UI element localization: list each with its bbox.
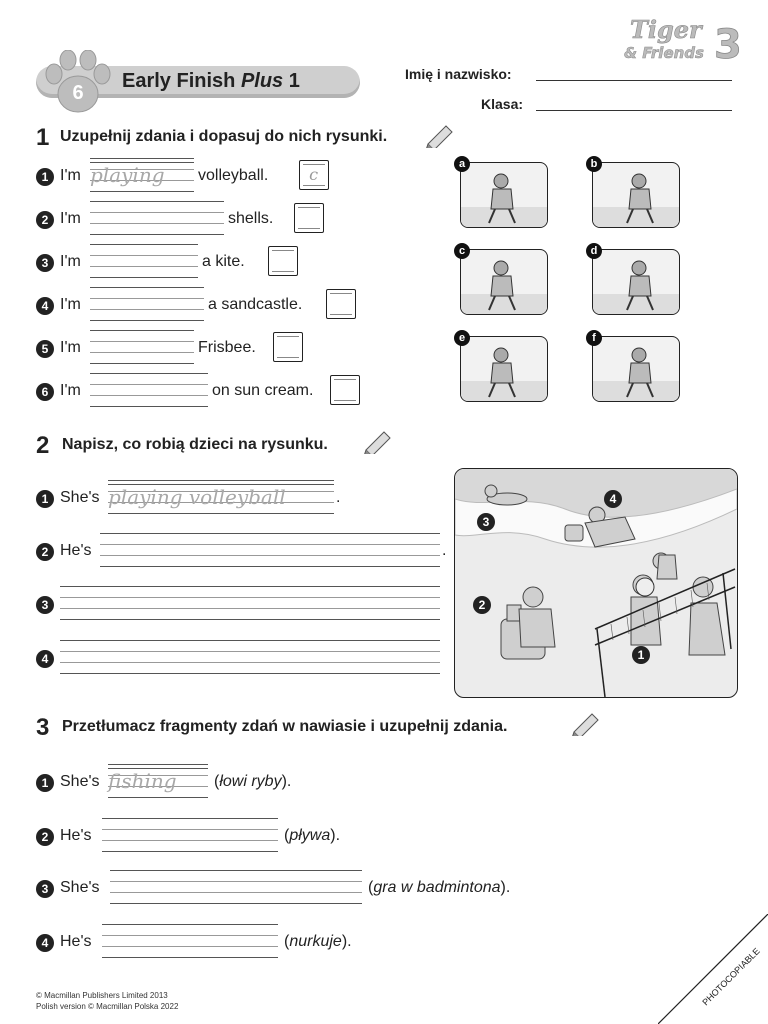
item-number: 4	[36, 650, 54, 668]
pencil-icon	[424, 124, 454, 148]
item-number: 3	[36, 596, 54, 614]
copyright-line-2: Polish version © Macmillan Polska 2022	[36, 1002, 179, 1011]
name-label: Imię i nazwisko:	[405, 66, 512, 82]
picture-letter-badge: b	[586, 156, 602, 172]
section-1-number: 1	[36, 124, 50, 151]
picture-marker: 1	[632, 646, 650, 664]
copyright-line-1: © Macmillan Publishers Limited 2013	[36, 991, 168, 1000]
item-number: 4	[36, 297, 54, 315]
hint-text: łowi ryby	[219, 773, 282, 790]
section-3-number: 3	[36, 714, 50, 741]
pencil-icon	[570, 712, 600, 736]
item-number: 1	[36, 774, 54, 792]
picture-e	[460, 336, 548, 402]
answer-line[interactable]	[90, 287, 204, 321]
picture-d	[592, 249, 680, 315]
sentence-end: a sandcastle.	[208, 296, 303, 313]
picture-letter-box[interactable]	[268, 246, 298, 276]
class-label: Klasa:	[481, 96, 524, 112]
sentence-start: She's	[60, 489, 100, 506]
sentence-end: Frisbee.	[198, 339, 256, 356]
svg-text:3: 3	[714, 22, 742, 68]
example-answer: playing volleyball	[108, 484, 334, 509]
svg-text:Tiger: Tiger	[630, 15, 702, 44]
picture-f	[592, 336, 680, 402]
photocopiable-corner	[658, 914, 768, 1024]
picture-letter-box[interactable]	[294, 203, 324, 233]
item-number: 1	[36, 490, 54, 508]
example-box-answer: c	[309, 165, 319, 184]
answer-line[interactable]	[90, 158, 194, 192]
item-number: 2	[36, 211, 54, 229]
answer-line[interactable]	[108, 764, 208, 798]
item-number: 5	[36, 340, 54, 358]
name-field[interactable]	[536, 80, 732, 81]
section-1-title: Uzupełnij zdania i dopasuj do nich rysunki.	[60, 128, 388, 145]
picture-letter-badge: f	[586, 330, 602, 346]
translation-hint: (nurkuje).	[284, 933, 352, 950]
item-number: 2	[36, 543, 54, 561]
sentence-start: He's	[60, 933, 92, 950]
sentence-end: on sun cream.	[212, 382, 314, 399]
answer-line[interactable]	[102, 924, 278, 958]
picture-letter-badge: c	[454, 243, 470, 259]
example-answer: playing	[90, 162, 194, 187]
translation-hint: (gra w badmintona).	[368, 879, 511, 896]
sentence-start: I'm	[60, 210, 81, 227]
sentence-start: I'm	[60, 296, 81, 313]
section-2-title: Napisz, co robią dzieci na rysunku.	[62, 436, 328, 453]
answer-line[interactable]	[108, 480, 334, 514]
item-number: 3	[36, 254, 54, 272]
sentence-start: I'm	[60, 167, 81, 184]
picture-marker: 3	[477, 513, 495, 531]
item-number: 3	[36, 880, 54, 898]
picture-letter-badge: e	[454, 330, 470, 346]
class-field[interactable]	[536, 110, 732, 111]
beach-scene	[455, 469, 737, 697]
answer-line[interactable]	[90, 330, 194, 364]
sentence-end: .	[336, 489, 341, 506]
item-number: 1	[36, 168, 54, 186]
pencil-icon	[362, 430, 392, 454]
hint-text: pływa	[289, 827, 331, 844]
photocopiable-label: PHOTOCOPIABLE	[700, 945, 762, 1008]
picture-marker: 2	[473, 596, 491, 614]
translation-hint: (łowi ryby).	[214, 773, 292, 790]
sentence-end: a kite.	[202, 253, 245, 270]
answer-line[interactable]	[90, 201, 224, 235]
translation-hint: (pływa).	[284, 827, 341, 844]
worksheet-title: Early Finish Plus 1	[122, 70, 300, 92]
answer-line[interactable]	[90, 244, 198, 278]
sentence-end: .	[442, 542, 447, 559]
answer-line[interactable]	[60, 640, 440, 674]
example-answer: fishing	[108, 768, 208, 793]
section-2-number: 2	[36, 432, 50, 459]
picture-letter-box[interactable]	[273, 332, 303, 362]
picture-marker: 4	[604, 490, 622, 508]
picture-c	[460, 249, 548, 315]
sentence-end: shells.	[228, 210, 274, 227]
item-number: 4	[36, 934, 54, 952]
sentence-start: I'm	[60, 253, 81, 270]
picture-letter-box[interactable]	[330, 375, 360, 405]
picture-letter-badge: d	[586, 243, 602, 259]
sentence-start: I'm	[60, 339, 81, 356]
answer-line[interactable]	[60, 586, 440, 620]
picture-letter-box[interactable]	[299, 160, 329, 190]
picture-b	[592, 162, 680, 228]
copyright	[36, 990, 178, 1012]
beach-illustration	[454, 468, 738, 698]
sentence-start: She's	[60, 879, 100, 896]
picture-letter-badge: a	[454, 156, 470, 172]
svg-text:& Friends: & Friends	[624, 44, 704, 62]
section-3-title: Przetłumacz fragmenty zdań w nawiasie i uzupełnij zdania.	[62, 718, 508, 735]
answer-line[interactable]	[110, 870, 362, 904]
answer-line[interactable]	[102, 818, 278, 852]
answer-line[interactable]	[90, 373, 208, 407]
tiger-friends-logo	[620, 12, 748, 68]
item-number: 2	[36, 828, 54, 846]
picture-a	[460, 162, 548, 228]
sentence-start: I'm	[60, 382, 81, 399]
picture-letter-box[interactable]	[326, 289, 356, 319]
sentence-start: He's	[60, 827, 92, 844]
hint-text: gra w badmintona	[373, 879, 501, 896]
answer-line[interactable]	[100, 533, 440, 567]
unit-number: 6	[72, 82, 84, 104]
sentence-start: He's	[60, 542, 92, 559]
sentence-start: She's	[60, 773, 100, 790]
hint-text: nurkuje	[289, 933, 342, 950]
item-number: 6	[36, 383, 54, 401]
sentence-end: volleyball.	[198, 167, 269, 184]
